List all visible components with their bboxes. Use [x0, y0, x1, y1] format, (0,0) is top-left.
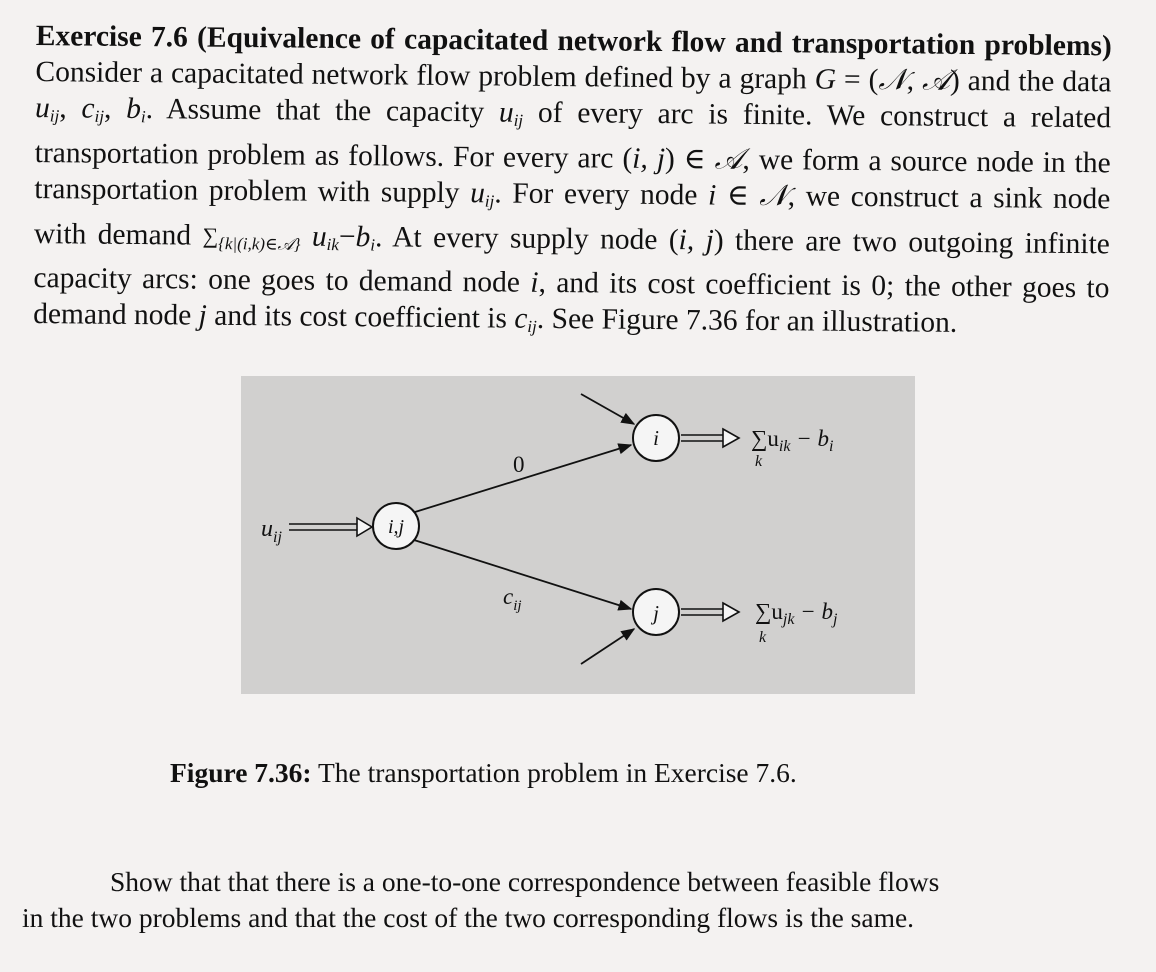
exercise-text: ,: [906, 64, 923, 97]
question-line-1: Show that that there is a one-to-one correspondence between feasible flows: [110, 866, 940, 897]
math-symbol: u: [469, 177, 486, 210]
math-subscript: i: [370, 234, 376, 255]
math-subscript: ij: [527, 317, 537, 337]
exercise-text: , we construct a sink node with demand: [33, 180, 1111, 252]
math-symbol: G: [814, 63, 837, 96]
supply-label: $u_{ij}$: [261, 516, 282, 546]
math-symbol: 𝒜: [921, 64, 951, 97]
math-symbol: i: [530, 266, 539, 299]
edge-ij-to-j: [414, 540, 631, 609]
exercise-label: Exercise 7.6: [35, 19, 189, 54]
figure-caption: [170, 757, 797, 789]
exercise-text: Consider a capacitated network flow problem defined by a graph: [35, 56, 815, 96]
math-subscript: ij: [484, 191, 495, 211]
math-symbol: 𝒜: [714, 143, 743, 176]
figure-7-36-diagram: [241, 376, 915, 694]
demand-arrow-j: [681, 603, 739, 621]
source-node-label: i,j: [387, 516, 405, 538]
math-symbol: j: [198, 299, 207, 332]
exercise-text: . For every node: [494, 177, 709, 212]
exercise-text: and its cost coefficient is: [206, 299, 515, 335]
incoming-edge-to-j: [581, 629, 634, 664]
network-diagram: [241, 376, 915, 694]
exercise-text: ) there are two outgoing infinite capacity arcs: one goes to demand node: [33, 224, 1111, 299]
caption-label: Figure 7.36:: [170, 757, 312, 788]
demand-i-sum-index: k: [755, 453, 763, 470]
math-subscript: ij: [49, 106, 60, 126]
incoming-edge-to-i: [581, 394, 634, 424]
demand-j-expression: $\sum u_{jk} - b_j$: [755, 599, 838, 628]
exercise-text: ∈: [716, 179, 760, 213]
demand-j-sum-index: k: [759, 629, 767, 646]
math-subscript: ij: [513, 111, 524, 131]
exercise-text: ,: [103, 93, 127, 126]
math-symbol: c: [514, 302, 528, 335]
math-symbol: b: [355, 220, 371, 253]
math-symbol: u: [498, 96, 514, 129]
demand-i-expression: $\sum u_{ik} - b_i$: [751, 426, 834, 455]
math-symbol: i, j: [678, 223, 714, 257]
math-symbol: 𝒩: [878, 64, 907, 97]
exercise-text: , we form a source node in the transportation problem with supply: [34, 143, 1111, 210]
math-symbol: i: [707, 179, 717, 212]
exercise-text: −: [338, 220, 356, 253]
demand-arrow-i: [681, 429, 739, 447]
math-symbol: u: [311, 220, 327, 253]
exercise-text: , and its cost coefficient is 0; the other goes to demand node: [33, 266, 1110, 332]
edge-lower-cost: $c_{ij}$: [503, 584, 522, 614]
question-line-2: in the two problems and that the cost of the two corresponding flows is the same.: [22, 902, 915, 933]
exercise-text: of every arc is finite. We construct a related transportation problem as follows. For every arc (: [34, 97, 1112, 175]
math-symbol: u: [34, 92, 51, 125]
question-paragraph: [22, 864, 1114, 936]
exercise-text: = (: [835, 63, 879, 97]
demand-node-i-label: i: [653, 426, 659, 450]
demand-node-j-label: j: [653, 601, 659, 625]
math-subscript: i: [140, 107, 146, 127]
exercise-text: ) and the data: [949, 64, 1112, 99]
exercise-text: ) ∈: [664, 142, 715, 176]
exercise-text: . Assume that the capacity: [145, 93, 500, 129]
math-symbol: b: [126, 93, 142, 126]
math-subscript: ij: [94, 107, 105, 127]
exercise-title: (Equivalence of capacitated network flow and transportation problems): [196, 21, 1112, 63]
math-symbol: c: [81, 92, 95, 125]
caption-text: The transportation problem in Exercise 7.6.: [311, 757, 797, 788]
exercise-text: . At every supply node (: [374, 220, 679, 256]
math-subscript: ik: [326, 234, 339, 254]
sum-symbol: ∑: [202, 222, 219, 248]
math-symbol: 𝒩: [759, 180, 788, 213]
exercise-text: . See Figure 7.36 for an illustration.: [536, 302, 958, 340]
math-symbol: i, j: [632, 142, 666, 175]
exercise-text: ,: [59, 92, 82, 125]
math-subscript: {k|(i,k)∈𝒜}: [218, 233, 301, 254]
supply-arrow: [289, 518, 372, 536]
exercise-paragraph: [33, 18, 1112, 351]
edge-upper-cost: 0: [513, 452, 525, 477]
